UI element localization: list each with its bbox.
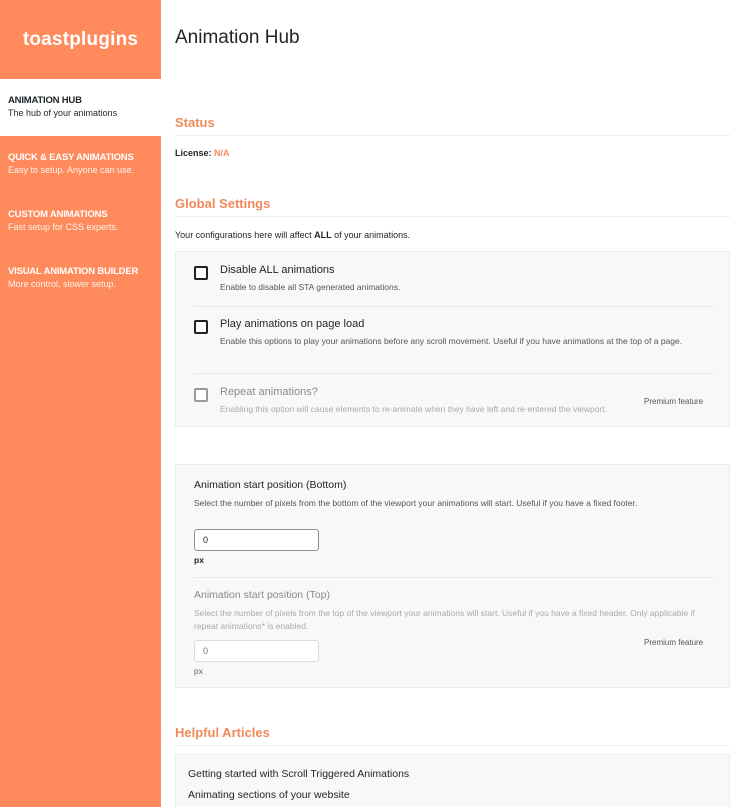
field-hint: Select the number of pixels from the top of the viewport your animations will start. Useful if you have a fixed header. Only applicable if repeat animations* is enabled. — [194, 608, 695, 631]
license-status — [175, 148, 230, 158]
global-settings-heading: Global Settings — [175, 196, 730, 217]
sidebar — [0, 0, 161, 807]
divider — [194, 577, 714, 578]
article-link-getting-started[interactable]: Getting started with Scroll Triggered Animations — [188, 768, 410, 780]
sidebar-item-quick-easy-animations[interactable] — [0, 136, 161, 193]
option-hint: Enable to disable all STA generated animations. — [220, 282, 401, 292]
field-hint: Select the number of pixels from the bottom of the viewport your animations will start. Useful if you have a fixed footer. — [194, 498, 638, 508]
license-label: License: — [175, 148, 212, 158]
global-settings-description — [175, 230, 410, 240]
repeat-animations-checkbox[interactable] — [194, 388, 208, 402]
unit-label: px — [194, 666, 203, 676]
field-label: Animation start position (Top) — [194, 589, 330, 601]
field-label: Animation start position (Bottom) — [194, 479, 347, 491]
desc-prefix: Your configurations here will affect — [175, 230, 315, 240]
sidebar-item-animation-hub[interactable] — [0, 79, 161, 136]
sidebar-item-subtitle: The hub of your animations — [8, 108, 118, 118]
start-position-panel — [175, 464, 730, 688]
sidebar-item-subtitle: Fast setup for CSS experts. — [8, 222, 119, 232]
helpful-articles-panel — [175, 754, 730, 807]
option-hint: Enabling this option will cause elements to re-animate when they have left and re-entered the viewport. — [220, 404, 607, 414]
option-label: Repeat animations? — [220, 386, 318, 398]
start-position-top-input[interactable] — [194, 640, 319, 662]
start-position-bottom-input[interactable] — [194, 529, 319, 551]
sidebar-item-title: VISUAL ANIMATION BUILDER — [8, 266, 139, 277]
start-position-top — [194, 589, 714, 679]
divider — [194, 306, 714, 307]
play-on-load-checkbox[interactable] — [194, 320, 208, 334]
global-options-panel — [175, 251, 730, 427]
unit-label: px — [194, 555, 204, 565]
start-position-bottom — [194, 479, 714, 569]
option-label: Play animations on page load — [220, 318, 365, 330]
option-hint: Enable this options to play your animations before any scroll movement. Useful if you have animations at the top of a page. — [220, 336, 683, 346]
desc-suffix: of your animations. — [331, 230, 411, 240]
sidebar-item-title: QUICK & EASY ANIMATIONS — [8, 152, 134, 163]
status-heading: Status — [175, 115, 730, 136]
brand-logo: toastplugins — [22, 28, 139, 50]
desc-strong: ALL — [314, 230, 332, 240]
sidebar-item-visual-animation-builder[interactable] — [0, 250, 161, 307]
sidebar-item-title: ANIMATION HUB — [8, 95, 82, 106]
license-value: N/A — [214, 148, 230, 158]
sidebar-item-subtitle: Easy to setup. Anyone can use. — [8, 165, 135, 175]
sidebar-item-subtitle: More control, slower setup. — [8, 279, 117, 289]
article-link-animating-sections[interactable]: Animating sections of your website — [188, 789, 350, 801]
premium-badge: Premium feature — [644, 638, 704, 647]
option-label: Disable ALL animations — [220, 264, 335, 276]
divider — [194, 373, 714, 374]
helpful-articles-heading: Helpful Articles — [175, 725, 730, 746]
premium-badge: Premium feature — [644, 397, 704, 406]
sidebar-item-custom-animations[interactable] — [0, 193, 161, 250]
disable-all-checkbox[interactable] — [194, 266, 208, 280]
page-title: Animation Hub — [175, 27, 300, 48]
sidebar-item-title: CUSTOM ANIMATIONS — [8, 209, 108, 220]
